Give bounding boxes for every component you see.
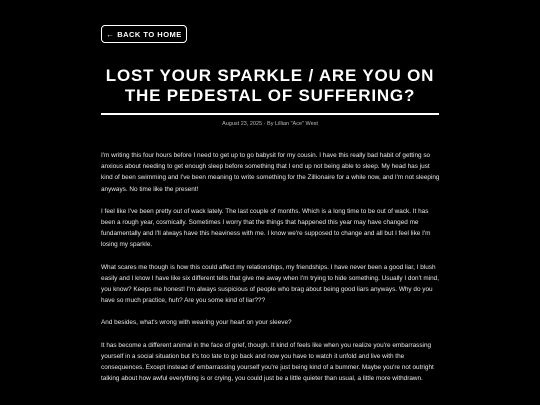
body-paragraph: What scares me though is how this could affect my relationships, my friendships. I have never been a good liar, I blush easily and I know I have like six different tells that give me away when I'm trying to hide something. Usually I don't mind, you know? Keeps me honest! I'm always suspicious of people who brag about being good liars anyways. Why do you have so much practice, huh? Are you some kind of liar??? <box>101 263 439 305</box>
body-paragraph: I'm writing this four hours before I need to get up to go babysit for my cousin. I have this really bad habit of getting so anxious about needing to get enough sleep before something that I end up not being able to sleep. My head has just kind of been swimming and I've been meaning to write something for the Zillionaire for a while now, and I'm not sleeping anyways. No time like the present! <box>101 152 440 193</box>
title-divider <box>101 113 439 115</box>
body-paragraph: It has become a different animal in the face of grief, though. It kind of feels like when you realize you're embarrassing yourself in a social situation but it's too late to go back and now you have to watch it unfold and live with the consequences. Except instead of embarrassing yourself you're just being kind of a bummer. Maybe you're not outright talking about how awful everything is or crying, you could just be a little quieter than usual, a little more withdrawn. <box>101 341 434 383</box>
post-date: August 23, 2025 <box>222 121 263 127</box>
post-meta <box>101 121 439 127</box>
body-paragraph: I feel like I've been pretty out of wack lately. The last couple of months. Which is a long time to be out of wack. It has been a rough year, cosmically. Sometimes I worry that the things that happened this year may have changed me fundamentally and I'll always have this heaviness with me. I know we're supposed to change and all but I feel like I'm losing my sparkle. <box>101 207 431 249</box>
post-title: LOST YOUR SPARKLE / ARE YOU ON THE PEDESTAL OF SUFFERING? <box>105 66 435 105</box>
post-body <box>101 150 443 395</box>
back-to-home-label: BACK TO HOME <box>117 29 182 39</box>
back-to-home-button[interactable] <box>101 25 187 43</box>
post-byline: By Lillian "Ace" West <box>267 121 318 127</box>
arrow-left-icon: ← <box>106 29 115 39</box>
body-paragraph: And besides, what's wrong with wearing your heart on your sleeve? <box>101 319 292 327</box>
meta-separator: · <box>263 121 268 127</box>
